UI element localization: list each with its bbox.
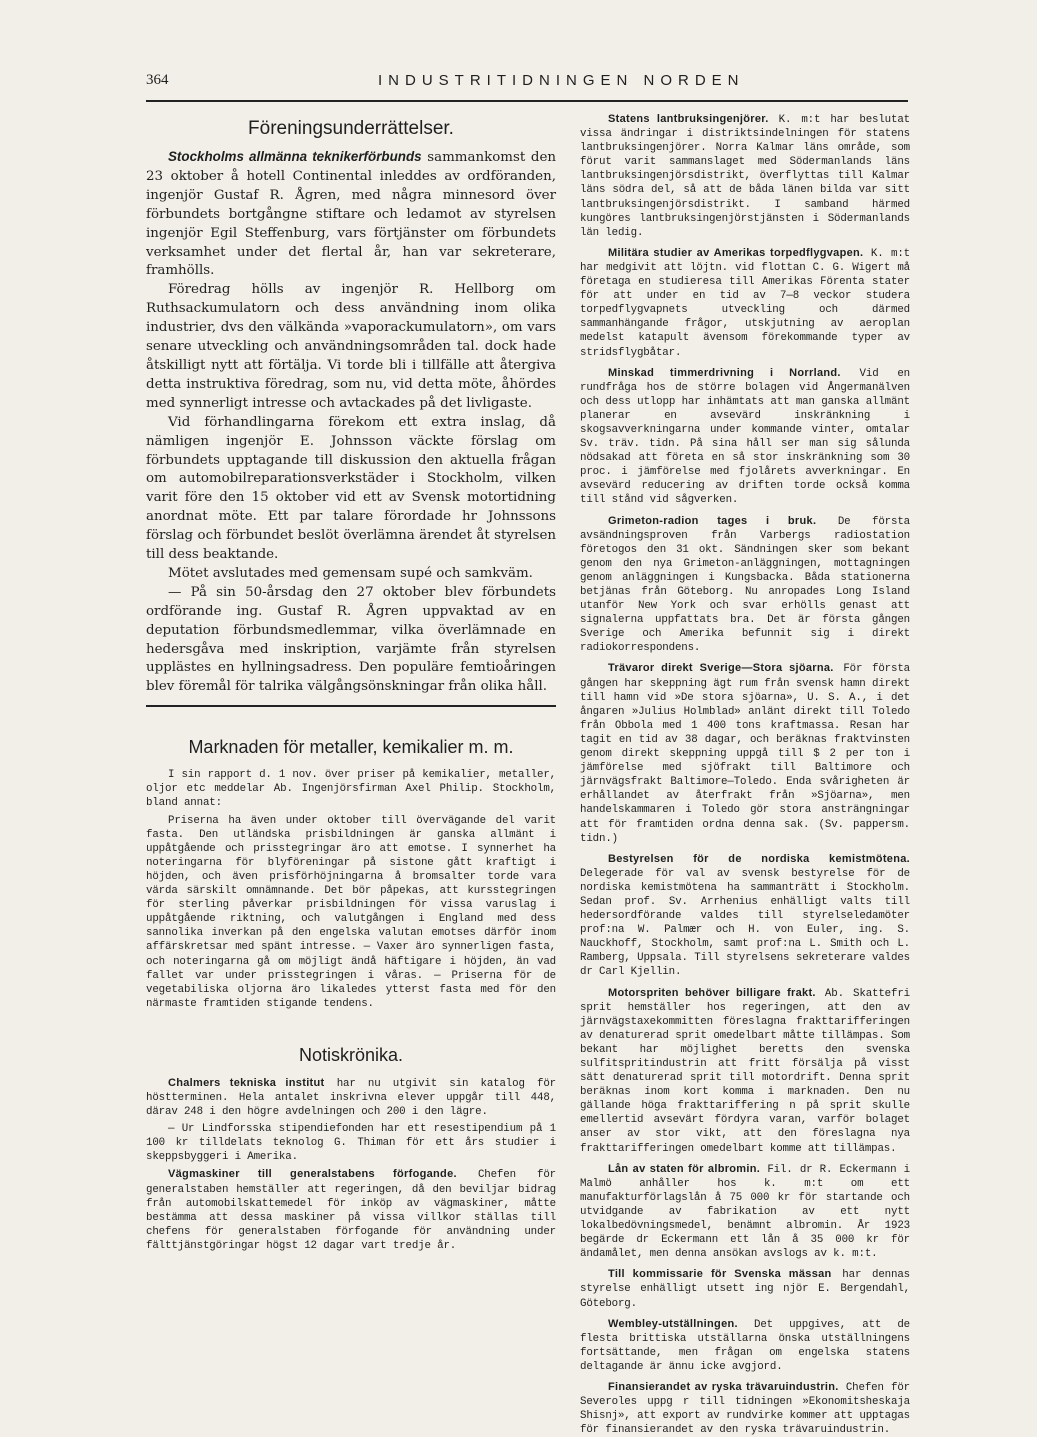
marknaden-body — [146, 768, 556, 1011]
notice-item — [146, 1122, 556, 1164]
foreningsunderrattelser-title: Föreningsunderrättelser. — [248, 118, 454, 139]
notice-title: Lån av staten för albromin. — [608, 1162, 761, 1175]
notice-text: Det uppgives, att de flesta brittiska utställarna önska utställningens fortsättande, men frågan om engelska statens deltagande är ännu icke avgjord. — [580, 1318, 910, 1373]
notice-item — [580, 112, 910, 240]
notice-item — [580, 514, 910, 656]
notice-item — [580, 366, 910, 508]
paragraph: I sin rapport d. 1 nov. över priser på kemikalier, metaller, oljor etc meddelar Ab. Ingenjörsfirman Axel Philip. Stockholm, bland annat: — [146, 769, 556, 810]
notice-text: Delegerade för val av svensk bestyrelse för de nordiska kemistmötena ha sammanträtt i Stockholm. Sedan prof. Sv. Arrhenius enhälligt valts till hedersordförande valdes till styrelseledamöter prof:na W. Palmær och H. von Euler, ing. S. Nauckhoff, Stockholm, samt prof:na L. Smith och L. Ramberg, Uppsala. Till styrelsens sekreterare valdes dr Carl Kjellin. — [580, 867, 910, 979]
notice-text: — Ur Lindforsska stipendiefonden har ett resestipendium på 1 100 kr tilldelats teknolog G. Thiman för ett års studier i skeppsbyggeri i Amerika. — [146, 1123, 556, 1164]
paragraph: — På sin 50-årsdag den 27 oktober blev förbundets ordförande ing. Gustaf R. Ågren uppvaktad av en deputation förbundsmedlemmar, vilka överlämnade en hedersgåva med inskription, varjämte från styrelsen upplästes en hyllningsadress. Den populäre femtioåringen blev föremål för talrika välgångsönskningar från olika håll. — [146, 584, 556, 695]
running-title: INDUSTRITIDNINGEN NORDEN — [378, 72, 745, 89]
notice-title: Trävaror direkt Sverige—Stora sjöarna. — [608, 662, 834, 675]
lead-in: Stockholms allmänna teknikerförbunds — [168, 149, 422, 164]
notiskronika-title: Notiskrönika. — [298, 1044, 404, 1065]
paragraph: Vid förhandlingarna förekom ett extra inslag, då nämligen ingenjör E. Johnsson väckte förslag om förbundets upptagande till diskussion den aktuella frågan om automobilreparationsverkstäder i Stockholm, vilken varit före den 15 oktober vid ett av Svensk motortidning anordnat möte. Ett par talare förordade hr Johnssons förslag och förbundet beslöt överlämna ärendet åt styrelsen till dess beaktande. — [146, 414, 556, 563]
marknaden-title: Marknaden för metaller, kemikalier m. m. — [188, 737, 514, 758]
notice-text: har dennas styrelse enhälligt utsett ing njör E. Bergendahl, Göteborg. — [580, 1269, 910, 1310]
notice-title: Militära studier av Amerikas torpedflygvapen. — [608, 246, 864, 259]
paragraph: Föredrag hölls av ingenjör R. Hellborg om Ruthsackumulatorn och dess användning inom olika industrier, dvs den välkända »vaporackumulatorn», om vars senare utveckling och användningsområden tal. dock hade åtskilligt nytt att förtälja. Vi torde bli i tillfälle att återgiva detta instruktiva föredrag, som nu, vid detta möte, åhördes med synnerligt intresse och avtackades på det livligaste. — [146, 282, 556, 411]
notice-item — [580, 986, 910, 1156]
paragraph-text: sammankomst den 23 oktober å hotell Continental inleddes av ordföranden, ingenjör Gustaf R. Ågren, med några minnesord över förbundets bortgångne stiftare och ledamot av styrelsen ingenjör Egil Steffenburg, vars förtjänster om förbundets verksamhet under det flertal år, han var sekreterare, framhölls. — [146, 150, 557, 279]
notice-text: K. m:t har beslutat vissa ändringar i distriktsindelningen för statens lantbruksingenjörer. Norra Kalmar läns område, som förut varit sammanslaget med Södermanlands läns lantbruksingenjörsdistrikt, överflyttas till Kalmar läns södra del, så att de båda länen bilda var sitt lantbruksingenjörsdistrikt. I samband härmed kungöres lantbruksingenjörstjänsten i Södermanlands län ledig. — [580, 114, 910, 239]
page-number: 364 — [146, 72, 169, 88]
notice-text: Chefen för Severoles uppg r till tidningen »Ekonomitsheskaja Shisnj», att export av rundvirke kommer att upptagas för finansierandet av den ryska trävaruindustrin. — [580, 1381, 910, 1437]
notice-title: Bestyrelsen för de nordiska kemistmötena. — [608, 852, 910, 865]
paragraph — [146, 148, 556, 281]
notice-title: Statens lantbruksingenjörer. — [608, 113, 769, 125]
notice-item — [580, 1162, 910, 1262]
notice-item — [146, 1167, 556, 1253]
notice-title: Motorspriten behöver billigare frakt. — [608, 986, 816, 999]
notice-text: De första avsändningsproven från Varbergs radiostation företogos den 31 okt. Sändningen sker som bekant genom den nya Grimeton-anläggningen, mottagningen genom anläggningen i Kungsbacka. Båda stationerna betjänas från Göteborg. Nu anropades Long Island utanför New York och svar erhölls genast att signalerna uppfattats bra. Det är första gången Sverige och Amerika befunnit sig i direkt radiokorrespondens. — [580, 515, 910, 655]
notice-text: K. m:t har medgivit att löjtn. vid flottan C. G. Wigert må företaga en studieresa till Amerikas Förenta stater för att under en tid av 7—8 veckor studera torpedflygvapnets utveckling och därmed sammanhängande frågor, utskjutning av aeroplan medelst katapult ävensom förekommande typer av stridsflygbåtar. — [580, 247, 910, 359]
left-column — [146, 112, 556, 1382]
notice-item — [580, 1380, 910, 1437]
foreningsunderrattelser-body — [146, 148, 556, 697]
paragraph: Mötet avslutades med gemensam supé och samkväm. — [168, 565, 533, 581]
header-rule — [146, 100, 908, 102]
notice-item — [580, 1267, 910, 1310]
notice-item — [580, 1317, 910, 1374]
notiskronika-body — [146, 1076, 556, 1253]
notice-text: Chefen för generalstaben hemställer att regeringen, då den beviljar bidrag från automobilskattemedel för inköp av vägmaskiner, måtte bestämma att dessa maskiner på vissa villkor ställas till chefens för generalstaben förfogande för användning under fälttjänstgöringar högst 12 dagar vart tredje år. — [146, 1169, 556, 1252]
notice-title: Minskad timmerdrivning i Norrland. — [608, 366, 841, 379]
right-column — [580, 112, 911, 1437]
notice-text: Vid en rundfråga hos de större bolagen vid Ångermanälven och dess utlopp har inhämtats att man ganska allmänt planerar en avsevärd inskränkning i skogsavverkningarna under kommande vinter, omtalar Sv. träv. tidn. På sina håll ser man sig sålunda nödsakad att företa en så stor inskränkning som 30 proc. i jämförelse med fjolårets avverkningar. En avsevärd reducering av driften torde också komma till stånd vid sågverken. — [580, 367, 910, 507]
notice-item — [580, 246, 910, 360]
notice-text: Fil. dr R. Eckermann i Malmö anhåller hos k. m:t om ett manufakturförlagslån å 75 000 kr för startande och utvidgande av fabrikation av ett nytt lokalbedövningsmedel, benämnt albromin. År 1923 begärde dr Eckermann ett lån å 35 000 kr för ändamålet, men denna ansökan avslogs av k. m:t. — [580, 1163, 910, 1261]
notice-title: Grimeton-radion tages i bruk. — [608, 514, 817, 527]
notice-text: har nu utgivit sin katalog för höstterminen. Hela antalet inskrivna elever uppgår till 448, därav 248 i den högre avdelningen och 200 i den lägre. — [146, 1077, 556, 1119]
notice-text: Ab. Skattefri sprit hemställer hos regeringen, att den av järnvägstaxekommitten föreslagna frakttarifferingen av denaturerad sprit omedelbart måtte tillämpas. Som bekant har möjlighet beretts den svenska sulfitspritindustrin att fritt försälja på visst sätt denaturerad sprit till motordrift. Denna sprit beräknas inom kort komma i marknaden. Den nu gällande höga frakttariffering n på sprit skulle emellertid avsevärt fördyra varan, varför bolaget anser av stor vikt, att den föreslagna nya frakttarifferingen omedelbart komme att tillämpas. — [580, 987, 911, 1155]
notice-title: Wembley-utställningen. — [608, 1317, 738, 1330]
notice-title: Vägmaskiner till generalstabens förfogande. — [168, 1168, 457, 1181]
notice-text: För första gången har skeppning ägt rum från svensk hamn direkt till hamn vid »De stora sjöarna», U. S. A., i det ångaren »Julius Holmblad» anlänt direkt till Toledo från Obbola med 1 400 tons kraftmassa. Resan har tagit en tid av 38 dagar, och beräknas fraktvinsten genom direkt skeppning uppgå till $ 2 per ton i jämförelse med sjöfrakt till Baltimore och järnvägsfrakt Baltimore—Toledo. Enda svårigheten är erhållandet av återfrakt från »Sjöarna», men handelskammaren i Toledo gör stora ansträngningar att för framtiden ordna denna sak. (Sv. pappersm. tidn.) — [580, 663, 910, 845]
section-rule — [146, 705, 556, 707]
notice-title: Chalmers tekniska institut — [168, 1076, 325, 1089]
right-notices — [580, 112, 910, 1437]
notice-item — [146, 1076, 556, 1119]
notice-title: Till kommissarie för Svenska mässan — [608, 1268, 832, 1281]
notice-item — [580, 852, 910, 980]
notice-item — [580, 661, 910, 845]
notice-title: Finansierandet av ryska trävaruindustrin. — [608, 1380, 839, 1393]
paragraph: Priserna ha även under oktober till övervägande del varit fasta. Den utländska prisbildningen är ganska allmänt i uppåtgående och prisstegringar äro att emotse. I synnerhet ha noteringarna för blyföreningar på sistone gått kraftigt i höjden, och även prisförhöjningarna å bromsalter torde vara värda särskilt omnämnande. Det bör påpekas, att kursstegringen för sterling påverkar prisbildningen för vissa varuslag i uppåtgående riktning, och valutgången i England med dess sannolika inverkan på den engelska valutan emotses därför inom affärskretsar med spänt intresse. — Vaxer äro synnerligen fasta, och noteringarna gå om möjligt ändå häftigare i höjden, än vad fallet var under prisstegringen i våras. — Priserna för de vegetabiliska oljorna äro likaledes ytterst fasta med för den närmaste framtiden stigande tendens. — [146, 814, 556, 1010]
